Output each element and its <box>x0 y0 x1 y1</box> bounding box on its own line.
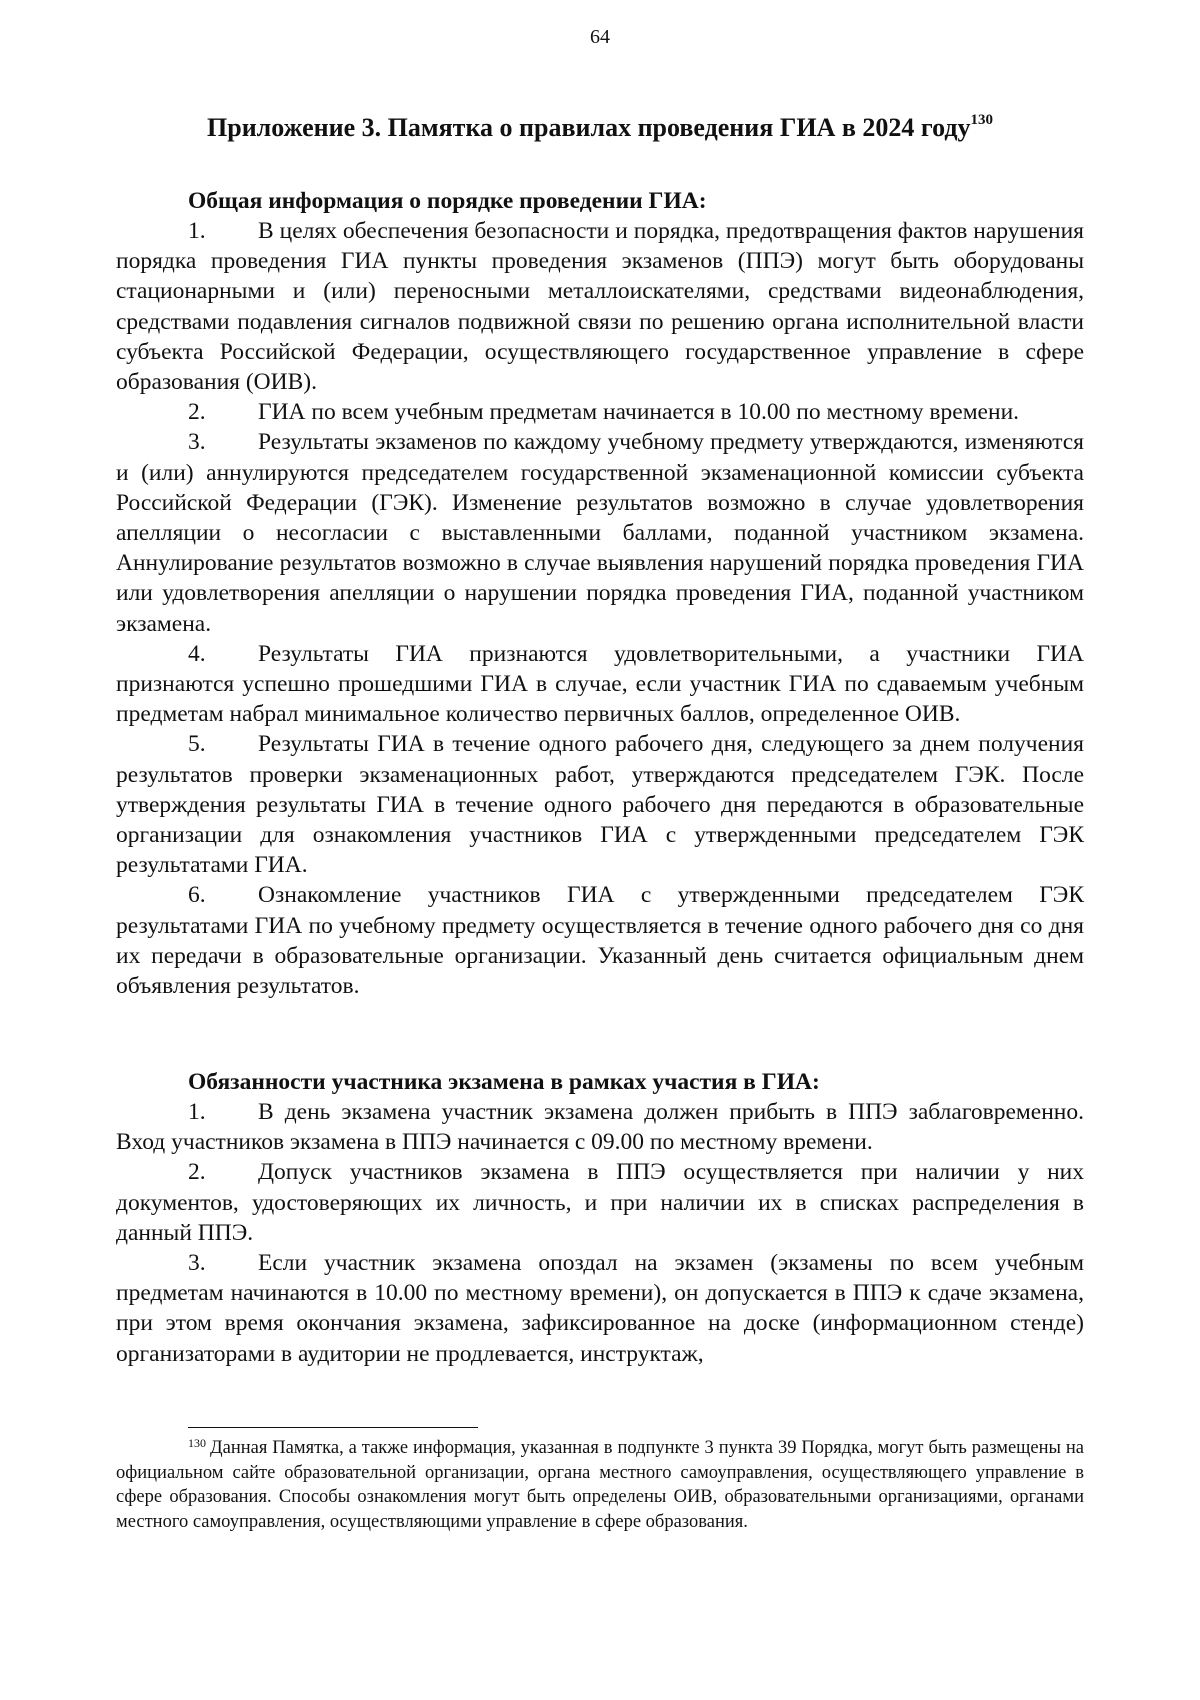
footnote-text: Данная Памятка, а также информация, указанная в подпункте 3 пункта 39 Порядка, могут быть размещены на официальном сайте образовательной организации, органа местного самоуправления, осуществляющего управление в сфере образования. Способы ознакомления могут быть определены ОИВ, образовательными организациями, органами местного самоуправления, осуществляющими управление в сфере образования. <box>116 1438 1084 1532</box>
list-item <box>116 1157 1084 1248</box>
item-text: ГИА по всем учебным предметам начинается в 10.00 по местному времени. <box>258 399 1020 426</box>
item-number: 6. <box>188 882 206 909</box>
list-item <box>116 1097 1084 1157</box>
list-item <box>116 639 1084 730</box>
footnote <box>116 1436 1084 1534</box>
item-text: Результаты экзаменов по каждому учебному предмету утверждаются, изменяются и (или) аннулируются председателем государственной экзаменационной комиссии субъекта Российской Федерации (ГЭК). Изменение результатов возможно в случае удовлетворения апелляции о несогласии с выставленными баллами, поданной участником экзамена. Аннулирование результатов возможно в случае выявления нарушений порядка проведения ГИА или удовлетворения апелляции о нарушении порядка проведения ГИА, поданной участником экзамена. <box>116 429 1084 637</box>
list-item <box>116 729 1084 880</box>
list-item <box>116 397 1084 427</box>
item-number: 5. <box>188 731 206 758</box>
section-general-info <box>116 186 1084 1001</box>
footnote-marker: 130 <box>188 1436 206 1450</box>
item-number: 2. <box>188 1159 206 1186</box>
item-number: 4. <box>188 640 206 667</box>
page-title <box>118 112 1082 144</box>
item-number: 1. <box>188 218 206 244</box>
page-title-text: Приложение 3. Памятка о правилах проведения ГИА в 2024 году <box>207 113 971 142</box>
item-text: В целях обеспечения безопасности и порядка, предотвращения фактов нарушения порядка проведения ГИА пункты проведения экзаменов (ППЭ) могут быть оборудованы стационарными и (или) переносными металлоискателями, средствами видеонаблюдения, средствами подавления сигналов подвижной связи по решению органа исполнительной власти субъекта Российской Федерации, осуществляющего государственное управление в сфере образования (ОИВ). <box>116 218 1084 396</box>
item-text: Ознакомление участников ГИА с утвержденными председателем ГЭК результатами ГИА по учебному предмету осуществляется в течение одного рабочего дня со дня их передачи в образовательные организации. Указанный день считается официальным днем объявления результатов. <box>116 882 1084 1000</box>
footnote-divider <box>188 1427 478 1428</box>
title-footnote-ref: 130 <box>970 112 993 128</box>
section-heading: Обязанности участника экзамена в рамках участия в ГИА: <box>188 1069 820 1095</box>
list-item <box>116 216 1084 397</box>
page-number: 64 <box>590 26 610 48</box>
item-text: Допуск участников экзамена в ППЭ осуществляется при наличии у них документов, удостоверяющих их личность, и при наличии их в списках распределения в данный ППЭ. <box>116 1159 1084 1246</box>
item-text: Результаты ГИА в течение одного рабочего дня, следующего за днем получения результатов проверки экзаменационных работ, утверждаются председателем ГЭК. После утверждения результаты ГИА в течение одного рабочего дня передаются в образовательные организации для ознакомления участников ГИА с утвержденными председателем ГЭК результатами ГИА. <box>116 731 1084 879</box>
list-item <box>116 427 1084 638</box>
item-number: 3. <box>188 429 206 456</box>
item-number: 3. <box>188 1250 206 1277</box>
list-item <box>116 880 1084 1001</box>
item-number: 1. <box>188 1099 206 1125</box>
section-participant-duties <box>116 1067 1084 1369</box>
item-text: В день экзамена участник экзамена должен прибыть в ППЭ заблаговременно. Вход участников экзамена в ППЭ начинается с 09.00 по местному времени. <box>116 1099 1084 1156</box>
list-item <box>116 1248 1084 1369</box>
item-text: Результаты ГИА признаются удовлетворительными, а участники ГИА признаются успешно прошедшими ГИА в случае, если участник ГИА по сдаваемым учебным предметам набрал минимальное количество первичных баллов, определенное ОИВ. <box>116 640 1084 728</box>
section-heading: Общая информация о порядке проведении ГИА: <box>188 188 707 214</box>
item-number: 2. <box>188 399 206 426</box>
item-text: Если участник экзамена опоздал на экзамен (экзамены по всем учебным предметам начинаются в 10.00 по местному времени), он допускается в ППЭ к сдаче экзамена, при этом время окончания экзамена, зафиксированное на доске (информационном стенде) организаторами в аудитории не продлевается, инструктаж, <box>116 1250 1084 1367</box>
